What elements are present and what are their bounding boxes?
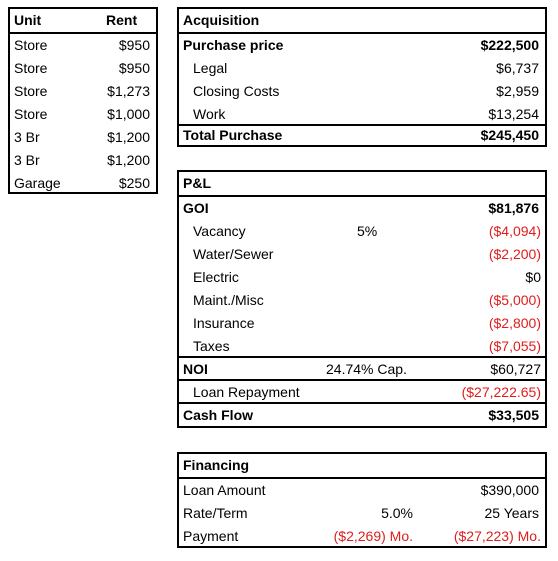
goi-row: [179, 197, 545, 220]
expense-row: [179, 243, 545, 266]
acquisition-item-value: $2,959: [496, 83, 539, 99]
loan-repayment-row: [179, 381, 545, 404]
goi-value: $81,876: [488, 200, 539, 216]
total-purchase-label: Total Purchase: [183, 127, 283, 143]
unit-row: [10, 126, 156, 149]
unit-rent: $250: [118, 175, 150, 191]
noi-cap-rate: 24.74% Cap.: [326, 361, 407, 377]
cash-flow-value: $33,505: [488, 407, 539, 423]
annual-payment: ($27,223) Mo.: [453, 528, 541, 544]
payment-row: [179, 525, 545, 548]
expense-label: Taxes: [193, 338, 230, 354]
unit-row: [10, 57, 156, 80]
unit-rent: $1,200: [107, 152, 150, 168]
expense-note: 5%: [357, 223, 378, 239]
loan-amount-label: Loan Amount: [183, 482, 266, 498]
unit-rent: $1,273: [107, 83, 150, 99]
unit-name: Garage: [14, 175, 61, 191]
financing-table: [177, 452, 547, 548]
expense-row: [179, 335, 545, 358]
unit-name: Store: [14, 60, 48, 76]
acquisition-item-value: $6,737: [496, 60, 539, 76]
unit-name: Store: [14, 37, 48, 53]
unit-rent: $1,000: [107, 106, 150, 122]
cash-flow-label: Cash Flow: [183, 407, 254, 423]
rent-column-header: Rent: [106, 12, 138, 28]
unit-name: 3 Br: [14, 129, 40, 145]
noi-label: NOI: [183, 361, 208, 377]
acquisition-item-label: Legal: [193, 60, 228, 76]
unit-row: [10, 149, 156, 172]
expense-value: $0: [525, 269, 541, 285]
unit-rent-table: [8, 7, 158, 194]
expense-row: [179, 220, 545, 243]
unit-name: 3 Br: [14, 152, 40, 168]
acquisition-item-label: Closing Costs: [193, 83, 280, 99]
expense-value: ($4,094): [488, 223, 541, 239]
acquisition-title-row: [179, 9, 545, 32]
acquisition-item-value: $13,254: [488, 106, 539, 122]
unit-row: [10, 34, 156, 57]
loan-term: 25 Years: [484, 505, 539, 521]
expense-value: ($2,200): [488, 246, 541, 262]
unit-row: [10, 80, 156, 103]
acquisition-item-label: Work: [193, 106, 226, 122]
expense-label: Electric: [193, 269, 239, 285]
rate-term-row: [179, 502, 545, 525]
total-purchase-value: $245,450: [480, 127, 539, 143]
expense-label: Maint./Misc: [193, 292, 264, 308]
loan-repayment-value: ($27,222.65): [461, 384, 541, 400]
cash-flow-row: [179, 404, 545, 427]
total-purchase-row: [179, 124, 545, 147]
unit-rent-header: [10, 9, 156, 32]
loan-amount-row: [179, 479, 545, 502]
expense-label: Insurance: [193, 315, 255, 331]
unit-rent: $950: [118, 37, 150, 53]
payment-label: Payment: [183, 528, 239, 544]
expense-label: Water/Sewer: [193, 246, 274, 262]
unit-row: [10, 103, 156, 126]
expense-value: ($5,000): [488, 292, 541, 308]
expense-row: [179, 266, 545, 289]
unit-name: Store: [14, 106, 48, 122]
unit-rent: $1,200: [107, 129, 150, 145]
expense-value: ($7,055): [488, 338, 541, 354]
expense-label: Vacancy: [193, 223, 246, 239]
acquisition-item-row: [179, 57, 545, 80]
unit-name: Store: [14, 83, 48, 99]
loan-repayment-label: Loan Repayment: [193, 384, 300, 400]
noi-row: [179, 358, 545, 381]
purchase-price-label: Purchase price: [183, 37, 284, 53]
acquisition-title: Acquisition: [183, 12, 260, 28]
loan-amount-value: $390,000: [480, 482, 539, 498]
expense-value: ($2,800): [488, 315, 541, 331]
acquisition-table: [177, 7, 547, 147]
rate-term-label: Rate/Term: [183, 505, 248, 521]
financing-title-row: [179, 454, 545, 477]
noi-value: $60,727: [490, 361, 541, 377]
financing-title: Financing: [183, 457, 250, 473]
monthly-payment: ($2,269) Mo.: [333, 528, 413, 544]
unit-row: [10, 172, 156, 195]
acquisition-item-row: [179, 103, 545, 126]
unit-rent: $950: [118, 60, 150, 76]
pl-title: P&L: [183, 175, 211, 191]
purchase-price-row: [179, 34, 545, 57]
expense-row: [179, 289, 545, 312]
goi-label: GOI: [183, 200, 209, 216]
purchase-price-value: $222,500: [480, 37, 539, 53]
interest-rate: 5.0%: [381, 505, 413, 521]
acquisition-item-row: [179, 80, 545, 103]
unit-column-header: Unit: [14, 12, 42, 28]
pl-table: [177, 170, 547, 428]
expense-row: [179, 312, 545, 335]
pl-title-row: [179, 172, 545, 195]
